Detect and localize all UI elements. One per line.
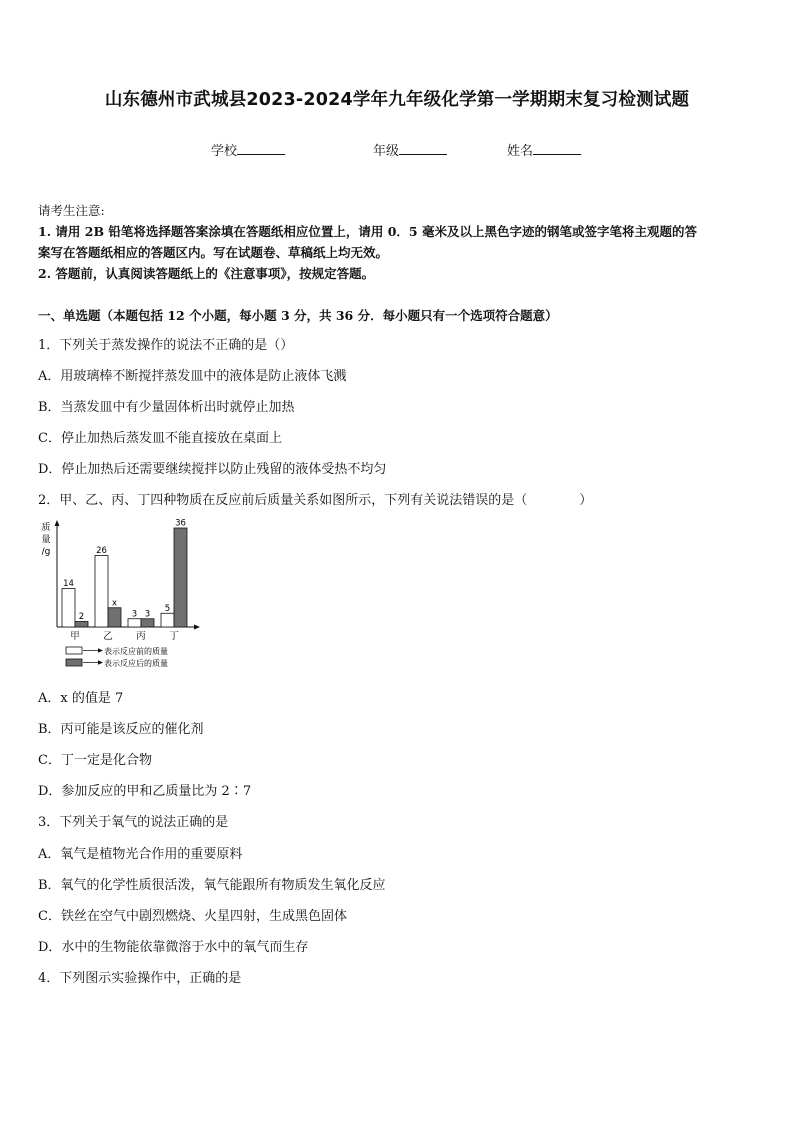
legend-arrowhead-before	[98, 648, 103, 652]
bar-label-甲-after: 2	[78, 612, 85, 622]
exam-title: 山东德州市武城县2023-2024学年九年级化学第一学期期末复习检测试题	[104, 90, 690, 110]
category-label-丁: 丁	[169, 631, 179, 642]
y-axis-arrow	[55, 520, 60, 526]
notice-heading: 请考生注意:	[38, 203, 105, 218]
q3-option-d: D．水中的生物能依靠微溶于水中的氧气而生存	[38, 940, 309, 955]
q1-option-c: C．停止加热后蒸发皿不能直接放在桌面上	[38, 431, 282, 446]
q2-option-c: C．丁一定是化合物	[38, 753, 152, 768]
bar-label-甲-before: 14	[63, 579, 74, 589]
category-label-乙: 乙	[103, 631, 113, 642]
bar-乙-after	[108, 608, 121, 627]
x-axis-arrow	[194, 625, 200, 630]
legend-label-before: 表示反应前的质量	[104, 647, 168, 656]
grade-field	[373, 140, 447, 159]
q2-bar-chart	[36, 514, 211, 674]
bar-丙-before	[128, 619, 141, 627]
q2-option-d: D．参加反应的甲和乙质量比为 2∶7	[38, 784, 252, 799]
category-label-丙: 丙	[136, 631, 146, 642]
notice-block	[38, 200, 760, 284]
bar-丁-before	[161, 613, 174, 627]
q1-option-d: D．停止加热后还需要继续搅拌以防止残留的液体受热不均匀	[38, 462, 387, 477]
notice-item-1-line-1: 1. 请用 2B 铅笔将选择题答案涂填在答题纸相应位置上，请用 0．5 毫米及以上黑色字迹的钢笔或签字笔将主观题的答	[38, 224, 697, 239]
legend-swatch-after	[66, 659, 82, 666]
q2-stem: 2．甲、乙、丙、丁四种物质在反应前后质量关系如图所示，下列有关说法错误的是（ ）	[38, 493, 593, 508]
school-field	[211, 140, 285, 159]
notice-item-1-line-2: 案写在答题纸相应的答题区内。写在试题卷、草稿纸上均无效。	[38, 245, 389, 260]
notice-item-2: 2. 答题前，认真阅读答题纸上的《注意事项》，按规定答题。	[38, 266, 375, 281]
name-label: 姓名	[507, 144, 534, 159]
q3-stem: 3．下列关于氧气的说法正确的是	[38, 815, 229, 830]
q2-option-b: B．丙可能是该反应的催化剂	[38, 722, 204, 737]
bar-丁-after	[174, 528, 187, 627]
q1-option-a: A．用玻璃棒不断搅拌蒸发皿中的液体是防止液体飞溅	[38, 369, 347, 384]
bar-label-丙-after: 3	[144, 609, 151, 620]
bar-label-丁-after: 36	[175, 518, 186, 529]
q2-option-a: A．x 的值是 7	[38, 691, 124, 706]
q3-option-a: A．氧气是植物光合作用的重要原料	[38, 847, 243, 862]
name-field	[507, 140, 581, 159]
school-label: 学校	[211, 144, 238, 159]
name-blank[interactable]	[533, 142, 581, 155]
section-1-heading: 一、单选题（本题包括 12 个小题，每小题 3 分，共 36 分．每小题只有一个选项符合题意）	[38, 308, 558, 323]
bar-甲-after	[75, 622, 88, 628]
legend-label-after: 表示反应后的质量	[104, 659, 168, 668]
legend-swatch-before	[66, 647, 82, 654]
q3-option-b: B．氧气的化学性质很活泼，氧气能跟所有物质发生氧化反应	[38, 878, 386, 893]
category-label-甲: 甲	[70, 631, 80, 642]
bar-甲-before	[62, 589, 75, 628]
bar-乙-before	[95, 556, 108, 628]
grade-label: 年级	[373, 144, 400, 159]
bar-label-乙-before: 26	[96, 546, 107, 556]
bar-label-丙-before: 3	[131, 609, 138, 620]
q4-stem: 4．下列图示实验操作中，正确的是	[38, 971, 242, 986]
grade-blank[interactable]	[399, 142, 447, 155]
legend-arrowhead-after	[98, 660, 103, 664]
q1-stem: 1．下列关于蒸发操作的说法不正确的是（）	[38, 338, 294, 353]
school-blank[interactable]	[237, 142, 285, 155]
bar-label-丁-before: 5	[164, 603, 171, 614]
q3-option-c: C．铁丝在空气中剧烈燃烧、火星四射，生成黑色固体	[38, 909, 347, 924]
bar-label-乙-after: x	[111, 598, 118, 609]
q1-option-b: B．当蒸发皿中有少量固体析出时就停止加热	[38, 400, 295, 415]
y-axis-label: 质量/g	[41, 523, 51, 557]
bar-丙-after	[141, 619, 154, 627]
